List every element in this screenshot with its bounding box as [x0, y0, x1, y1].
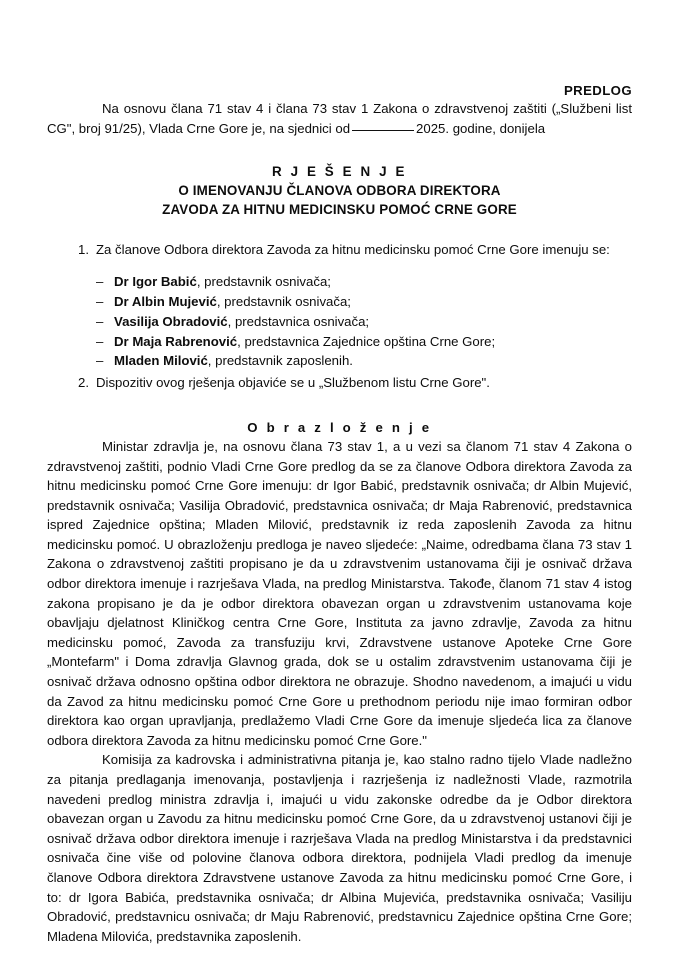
explanation-heading: O b r a z l o ž e n j e: [247, 419, 432, 435]
list-item-2: [47, 373, 632, 393]
dash-bullet-icon: –: [96, 293, 104, 309]
member-name: Dr Albin Mujević: [114, 293, 217, 309]
member-name: Mladen Milović: [114, 353, 208, 369]
title-main-line: R J E Š E N J E: [271, 164, 407, 180]
intro-paragraph: [47, 99, 632, 138]
member-name: Dr Igor Babić: [114, 273, 197, 289]
dash-bullet-icon: –: [96, 313, 104, 329]
dash-bullet-icon: –: [96, 353, 104, 369]
list-item: [96, 351, 632, 371]
document-header-label: PREDLOG: [563, 83, 632, 98]
document-content: [47, 0, 632, 946]
title-third-line: ZAVODA ZA HITNU MEDICINSKU POMOĆ CRNE GORE: [162, 202, 517, 218]
members-list: [96, 272, 632, 372]
member-role: , predstavnica Zajednice opština Crne Gore;: [237, 333, 496, 349]
dash-bullet-icon: –: [96, 273, 104, 289]
explanation-paragraph-2: Komisija za kadrovska i administrativna pitanja je, kao stalno radno tijelo Vlade nadležno za pitanja predlaganja imenovanja, postavljenja i razrješenja iz nadležnosti Vlade, razmotrila navedeni predlog ministra zdravlja i, imajući u vidu zakonske odredbe da je Odbor direktora obavezan organ u Zavodu za hitnu medicinsku pomoć Crne Gore, da u zdravstvenoj ustanovi čiji je osnivač država odbor direktora imenuje i razrješava Vlada na predlog Ministarstva i da predstavnici osnivača čine više od polovine članova odbora direktora, podnijela Vladi predlog da imenuje članove Odbora direktora Zdravstvene ustanove Zavoda za hitnu medicinsku pomoć Crne Gore, i to: dr Igora Babića, predstavnika osnivača; dr Albina Mujevića, predstavnika osnivača; Vasiliju Obradović, predstavnicu osnivača; dr Maju Rabrenović, predstavnicu Zajednice opština Crne Gore; Mladena Milovića, predstavnika zaposlenih.: [47, 752, 632, 944]
member-role: , predstavnik zaposlenih.: [207, 353, 353, 369]
list-item: [96, 312, 632, 332]
member-name: Dr Maja Rabrenović: [114, 333, 238, 349]
intro-text-after-blank: 2025. godine, donijela: [416, 120, 546, 136]
list-item-1-text: Za članove Odbora direktora Zavoda za hitnu medicinsku pomoć Crne Gore imenuju se:: [96, 242, 610, 258]
member-name: Vasilija Obradović: [114, 313, 228, 329]
member-role: , predstavnik osnivača;: [196, 273, 331, 289]
resolution-list: [47, 240, 632, 393]
member-role: , predstavnik osnivača;: [216, 293, 351, 309]
list-item: [96, 292, 632, 312]
dash-bullet-icon: –: [96, 333, 104, 349]
title-second-line: O IMENOVANJU ČLANOVA ODBORA DIREKTORA: [178, 183, 501, 199]
list-item-2-text: Dispozitiv ovog rješenja objaviće se u „Službenom listu Crne Gore".: [96, 375, 490, 391]
list-item-1: [47, 240, 632, 371]
list-item: [96, 272, 632, 292]
explanation-paragraph-1: Ministar zdravlja je, na osnovu člana 73 stav 1, a u vezi sa članom 71 stav 4 Zakona o zdravstvenoj zaštiti, podnio Vladi Crne Gore predlog da se za članove Odbora direktora Zavoda za hitnu medicinsku pomoć Crne Gore imenuju: dr Igor Babić, predstavnik osnivača; dr Albin Mujević, predstavnik osnivača; Vasilija Obradović, predstavnica osnivača; dr Maja Rabrenović, predstavnica ispred Zajednice opština; Mladen Milović, predstavnik iz reda zaposlenih Zavoda za hitnu medicinsku pomoć. U obrazloženju predloga je naveo sljedeće: „Naime, odredbama člana 73 stav 1 Zakona o zdravstvenoj zaštiti propisano je da u zdravstvenim ustanovama čiji je osnivač država odbor direktora imenuje i razrješava Vlada, na predlog Ministarstva. Takođe, članom 71 stav 4 istog zakona propisano je da je odbor direktora obavezan organ u zdravstvenim ustanovama koje obavljaju djelatnost Kliničkog centra Crne Gore, Instituta za javno zdravlje, Zavoda za hitnu medicinsku pomoć, Zavoda za transfuziju krvi, Zdravstvene ustanove Apoteke Crne Gore „Montefarm" i Doma zdravlja Glavnog grada, dok se u ostalim zdravstvenim ustanovama čiji je osnivač država odnosno opština odbor direktora ne obrazuje. Shodno navedenom, a imajući u vidu da Zavod za hitnu medicinsku pomoć Crne Gore u prethodnom periodu nije imao formiran odbor direktora kao organ upravljanja, predlažemo Vladi Crne Gore da imenuje sljedeća lica za članove odbora direktora Zavoda za hitnu medicinsku pomoć Crne Gore.": [47, 438, 632, 748]
list-item: [96, 332, 632, 352]
document-title: [47, 162, 632, 219]
intro-text-before-blank: Na osnovu člana 71 stav 4 i člana 73 stav 1 Zakona o zdravstvenoj zaštiti („Službeni list CG", broj 91/25), Vlada Crne Gore je, na sjednici od: [47, 101, 632, 136]
date-blank-field[interactable]: [352, 130, 414, 131]
member-role: , predstavnica osnivača;: [227, 313, 370, 329]
